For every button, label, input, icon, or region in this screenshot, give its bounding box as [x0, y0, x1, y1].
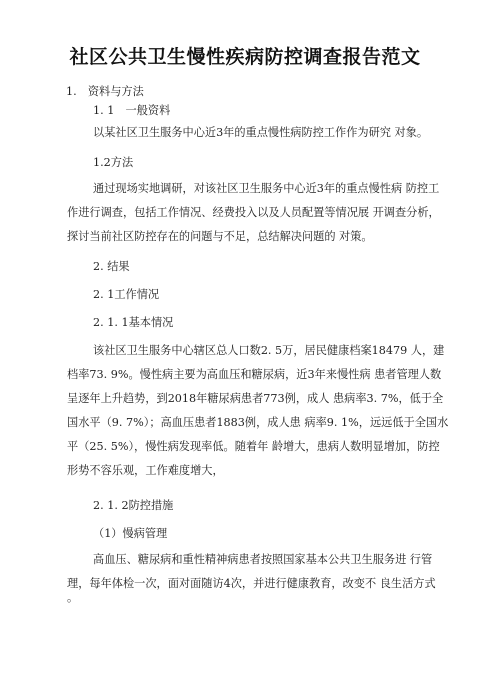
- text-line: 高血压、糖尿病和重性精神病患者按照国家基本公共卫生服务进 行管: [93, 553, 433, 566]
- text-line: 形势不容乐观，工作难度增大，: [67, 464, 224, 477]
- text-line: 呈逐年上升趋势，到2018年糖尿病患者773例，成人 患病率3. 7%，低于全: [67, 392, 444, 405]
- text-line: 2. 1. 1基本情况: [93, 316, 174, 329]
- text-line: 1. 资料与方法: [66, 85, 144, 98]
- text-line: （1）慢病管理: [93, 527, 168, 540]
- text-line: 2. 1. 2防控措施: [93, 499, 174, 512]
- text-line: 。: [67, 591, 79, 604]
- text-line: 2. 1工作情况: [93, 288, 160, 301]
- text-line: 通过现场实地调研，对该社区卫生服务中心近3年的重点慢性病 防控工: [93, 182, 440, 195]
- text-line: 该社区卫生服务中心辖区总人口数2. 5万，居民健康档案18479 人，建: [93, 344, 445, 357]
- text-line: 档率73. 9%。慢性病主要为高血压和糖尿病，近3年来慢性病 患者管理人数: [67, 368, 442, 381]
- text-line: 探讨当前社区防控存在的问题与不足，总结解决问题的 对策。: [67, 230, 373, 243]
- text-line: 作进行调查，包括工作情况、经费投入以及人员配置等情况展 开调查分析，: [67, 206, 440, 219]
- text-line: 以某社区卫生服务中心近3年的重点慢性病防控工作作为研究 对象。: [93, 126, 429, 139]
- text-line: 平（25. 5%），慢性病发现率低。随着年 龄增大，患病人数明显增加，防控: [67, 440, 440, 453]
- text-line: 理，每年体检一次，面对面随访4次，并进行健康教育，改变不 良生活方式: [67, 577, 436, 590]
- text-line: 2. 结果: [93, 260, 130, 273]
- text-line: 1. 1 一般资料: [93, 104, 171, 117]
- text-line: 国水平（9. 7%）；高血压患者1883例，成人患 病率9. 1%，远远低于全国水: [67, 416, 449, 429]
- text-line: 1.2方法: [93, 156, 134, 169]
- document-title: 社区公共卫生慢性疾病防控调查报告范文: [69, 46, 421, 68]
